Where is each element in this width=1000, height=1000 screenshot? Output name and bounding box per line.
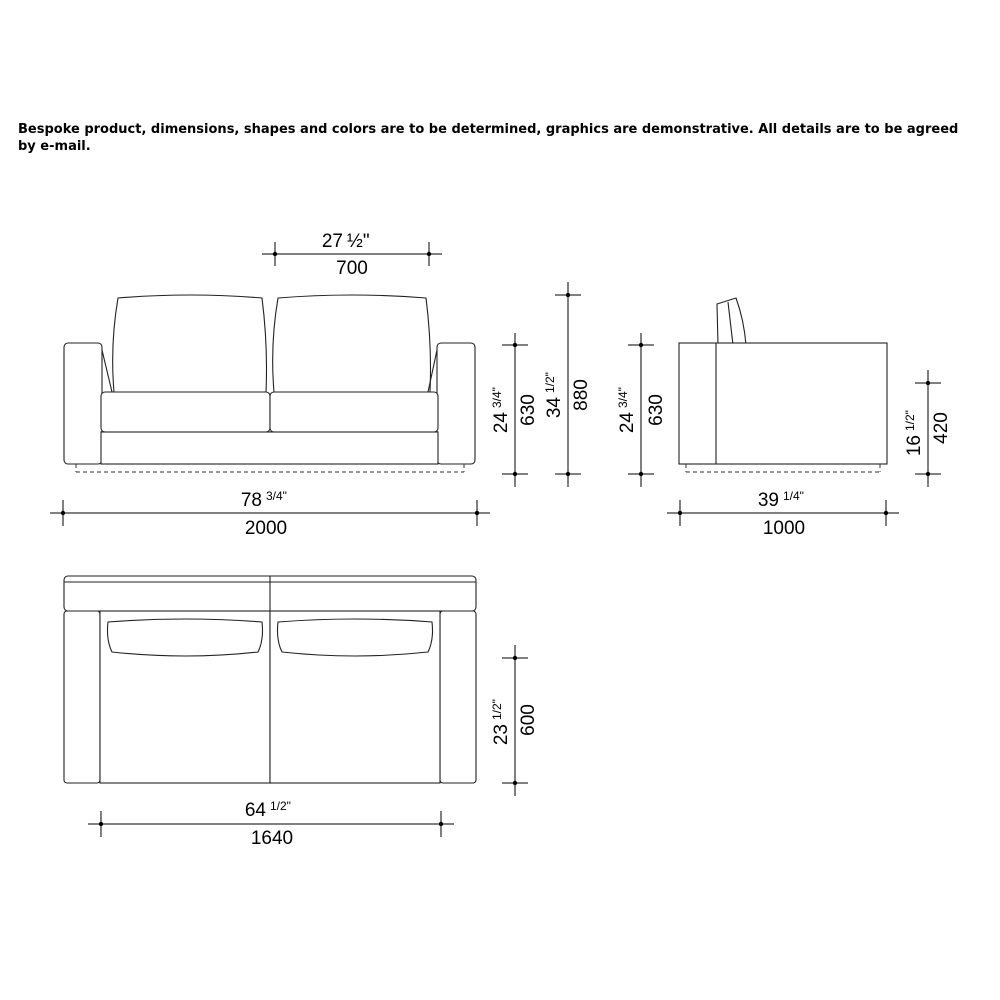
top-back-cushion-right [278, 619, 433, 656]
dim-overall-height-mm: 880 [571, 379, 592, 411]
dim-overall-height-inch: 34 [544, 397, 565, 419]
dim-overall-width-inch: 78 [240, 490, 262, 511]
side-back-cushion [717, 298, 746, 345]
dim-side-height-inch: 24 [617, 412, 638, 434]
right-arm [437, 343, 475, 464]
back-cushion-left [113, 295, 267, 392]
disclaimer-note: Bespoke product, dimensions, shapes and colors are to be determined, graphics are demonstrative. All details are to be agreed by e-mail. [18, 122, 959, 154]
seat-cushion-right [270, 392, 438, 432]
sofa-base [101, 432, 438, 464]
dim-overall-height-inch-frac: 1/2" [543, 372, 557, 393]
dim-side-height-inch-frac: 3/4" [616, 387, 630, 408]
top-right-arm [440, 611, 476, 783]
dim-seat-width-inch: 64 [244, 800, 266, 821]
side-view [616, 298, 952, 539]
dim-back-height-mm: 630 [518, 394, 539, 426]
top-back-cushion-left [108, 619, 263, 656]
dim-overall-width-mm: 2000 [244, 518, 288, 539]
dim-seat-width-inch-frac: 1/2" [270, 799, 291, 813]
dim-seat-width-mm: 1640 [250, 828, 294, 849]
dim-cushion-width-inch-frac: ½" [347, 231, 370, 252]
front-view [50, 231, 592, 539]
side-body [679, 343, 887, 464]
dim-side-height-mm: 630 [646, 394, 667, 426]
dim-cushion-width-inch: 27 [321, 231, 343, 252]
dim-depth-inch: 39 [757, 490, 779, 511]
dim-back-height-inch-frac: 3/4" [490, 387, 504, 408]
dim-seat-height-inch: 16 [904, 435, 925, 457]
top-left-arm [64, 611, 100, 783]
dim-seat-depth-inch: 23 [491, 724, 512, 746]
dim-cushion-width-mm: 700 [336, 258, 368, 279]
back-cushion-right [273, 295, 431, 392]
seat-cushion-left [101, 392, 270, 432]
dim-back-height-inch: 24 [491, 412, 512, 434]
dim-seat-depth-inch-frac: 1/2" [490, 699, 504, 720]
left-arm [64, 343, 102, 464]
dim-seat-height-inch-frac: 1/2" [903, 410, 917, 431]
top-view [64, 576, 539, 849]
dim-seat-height-mm: 420 [931, 412, 952, 444]
dim-seat-depth-mm: 600 [518, 704, 539, 736]
dim-depth-mm: 1000 [762, 518, 806, 539]
dim-depth-inch-frac: 1/4" [783, 489, 804, 503]
dim-overall-width-inch-frac: 3/4" [266, 489, 287, 503]
